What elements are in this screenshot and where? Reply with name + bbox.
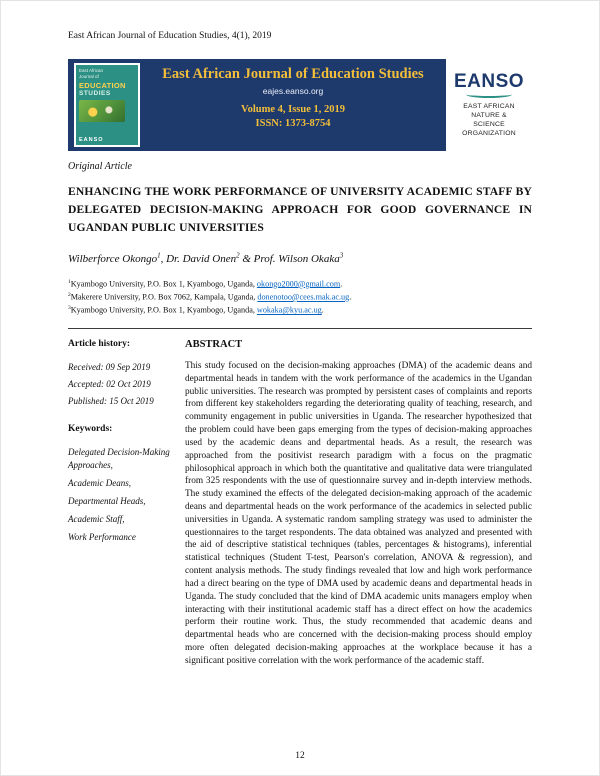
author-email-link[interactable]: wokaka@kyu.ac.ug <box>256 306 322 316</box>
journal-banner <box>68 59 532 151</box>
keyword: Academic Staff, <box>68 514 125 525</box>
history-published: Published: 15 Oct 2019 <box>68 395 154 406</box>
journal-cover <box>76 65 138 145</box>
abstract-text: This study focused on the decision-making approaches (DMA) of the academic deans and departmental heads in tandem with the work performance of the academics in the Ugandan public universities. The research was prompted by persistent cases of complaints and reports from different key stakeholders regarding the deteriorating quality of teaching, research, and community engagement in public universities in Uganda. The researcher hypothesized that the problem could have been gaps emerging from the types of decision-making approaches used by the academic deans and departmental heads. As a result, the research was approached from the positivist research paradigm with a focus on the pragmatic philosophical approach in which both the quantitative and qualitative data were triangulated from 325 respondents with the use of questionnaire survey and in-depth interview methods. The study examined the effects of the delegated decision-making approach of the academic deans and departmental heads on the work performance of the academics in selected public universities in Uganda. A systematic random sampling strategy was used to administer the questionnaires to the target respondents. The data obtained was analyzed and presented with the aid of descriptive statistical techniques (tables, percentages & histograms), inferential statistical techniques (Student T-test, Pearson's correlation, ANOVA & regression), and content analysis methods. The study findings revealed that low and high work performance had a direct bearing on the type of DMA used by academic deans and departmental heads in Uganda. The study concluded that the kind of DMA academic units managers employ when interacting with their institutional academic staff has a direct effect on how the academics perform their routine work. Thus, the study recommended that academic deans and departmental heads who are concerned with the decision-making process should employ more often delegated decision-making approaches at the workplace because it has a significant positive correlation with the work performance of the academic staff. <box>185 360 532 666</box>
author-email-link[interactable]: donenotoo@cees.mak.ac.ug <box>257 292 350 302</box>
page-number: 12 <box>295 751 305 761</box>
cover-title-line: Journal of <box>79 73 99 79</box>
cover-studies-label: STUDIES <box>79 89 111 97</box>
keyword: Work Performance <box>68 532 136 543</box>
journal-cover-thumbnail <box>74 63 140 147</box>
keyword: Academic Deans, <box>68 478 131 489</box>
abstract-section <box>185 339 532 668</box>
journal-website: eajes.eanso.org <box>262 86 324 96</box>
cover-photo-image <box>79 100 125 122</box>
keywords-label: Keywords: <box>68 424 113 435</box>
cover-title-line: East African <box>79 68 104 73</box>
authors-line <box>68 251 532 265</box>
article-history-label: Article history: <box>68 338 130 349</box>
running-head: East African Journal of Education Studies, 4(1), 2019 <box>68 31 272 41</box>
org-name-line: EAST AFRICAN <box>463 102 515 110</box>
journal-title: East African Journal of Education Studies <box>162 66 424 82</box>
author-affiliation-marker: 1 <box>157 250 161 259</box>
keyword: Departmental Heads, <box>68 496 146 507</box>
history-accepted: Accepted: 02 Oct 2019 <box>68 378 151 389</box>
author-email-link[interactable]: okongo2000@gmail.com <box>256 279 341 289</box>
affiliation-line: $^2$Makerere University, P.O. Box 7062, Kampala, Uganda, donenotoo@cees.mak.ac.ug. <box>68 292 352 302</box>
keyword: Delegated Decision-Making Approaches, <box>68 447 170 471</box>
author-affiliation-marker: 3 <box>339 250 344 259</box>
article-title: ENHANCING THE WORK PERFORMANCE OF UNIVERSITY ACADEMIC STAFF BY DELEGATED DECISION-MAKING APPROACH FOR GOOD GOVERNANCE IN UGANDAN PUBLIC UNIVERSITIES <box>68 185 532 234</box>
author: Wilberforce Okongo$^1$, <box>68 250 167 265</box>
affiliations-block <box>68 278 532 318</box>
volume-issue: Volume 4, Issue 1, 2019 <box>240 104 346 115</box>
article-type-label: Original Article <box>68 161 132 172</box>
org-name-line: SCIENCE <box>473 121 505 128</box>
article-info-sidebar <box>68 339 172 668</box>
author: Prof. Wilson Okaka$^3$ <box>253 250 344 265</box>
eanso-wordmark: EANSO <box>453 70 525 92</box>
history-received: Received: 09 Sep 2019 <box>68 361 151 372</box>
affiliation-line: $^1$Kyambogo University, P.O. Box 1, Kyambogo, Uganda, okongo2000@gmail.com. <box>68 278 343 289</box>
issn: ISSN: 1373-8754 <box>255 118 331 129</box>
banner-text-block <box>140 59 446 151</box>
eanso-logo-box <box>446 59 532 151</box>
author: Dr. David Onen$^2$ & <box>166 250 254 265</box>
cover-eanso-wordmark: EANSO <box>79 137 104 143</box>
cover-education-label: EDUCATION <box>79 80 126 90</box>
org-name-line: ORGANIZATION <box>462 130 516 138</box>
body-columns <box>68 339 532 668</box>
affiliation-line: $^3$Kyambogo University, P.O. Box 1, Kyambogo, Uganda, wokaka@kyu.ac.ug. <box>68 305 324 316</box>
section-divider <box>68 328 532 329</box>
eanso-swoosh-icon <box>466 91 512 98</box>
abstract-heading: ABSTRACT <box>185 338 243 350</box>
author-affiliation-marker: 2 <box>236 250 240 259</box>
org-name-line: NATURE & <box>471 111 507 119</box>
